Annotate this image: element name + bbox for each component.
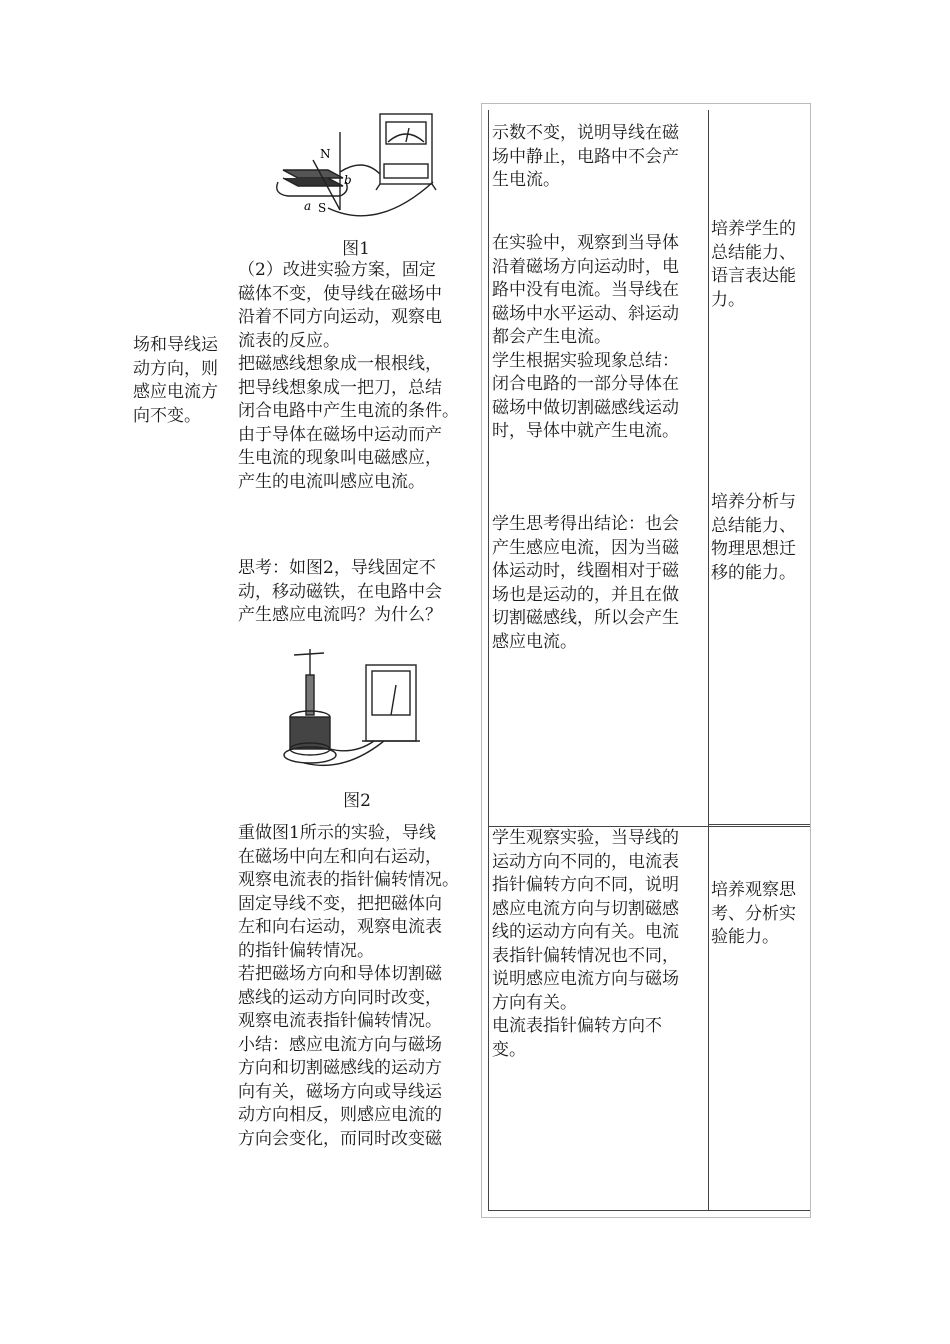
- text-line: 验能力。: [711, 927, 779, 947]
- text-line: 把导线想象成一把刀，总结: [238, 377, 442, 398]
- text-line: 体运动时，线圈相对于磁: [492, 561, 679, 581]
- text-line: 感应电流。: [492, 631, 577, 652]
- text-line: 方向会变化，而同时改变磁: [238, 1128, 442, 1149]
- text-line: 向有关，磁场方向或导线运: [238, 1081, 442, 1102]
- text-line: 动方向，则: [133, 358, 218, 379]
- text-line: 重做图1所示的实验，导线: [238, 823, 436, 843]
- col2-block1: [238, 259, 483, 494]
- text-line: 培养观察思: [711, 880, 796, 900]
- text-line: 沿着不同方向运动，观察电: [238, 307, 442, 327]
- text-line: 的指针偏转情况。: [238, 940, 374, 961]
- col3-block1: [492, 122, 706, 193]
- text-line: 运动方向不同的，电流表: [492, 851, 679, 872]
- text-line: 动方向相反，则感应电流的: [238, 1105, 442, 1125]
- text-line: 动，移动磁铁，在电路中会: [238, 581, 442, 602]
- label-n: N: [320, 147, 331, 161]
- label-a: a: [304, 199, 312, 213]
- col1-text: [133, 334, 233, 428]
- text-line: 方向有关。: [492, 992, 577, 1013]
- text-line: 闭合电路的一部分导体在: [492, 374, 679, 394]
- text-line: 示数不变，说明导线在磁: [492, 123, 679, 143]
- text-line: 磁场中水平运动、斜运动: [492, 303, 679, 324]
- text-line: 指针偏转方向不同，说明: [492, 875, 679, 895]
- text-line: 学生观察实验，当导线的: [492, 828, 679, 848]
- text-line: 移的能力。: [711, 562, 796, 583]
- figure-2-illustration: [284, 645, 424, 775]
- text-line: 路中没有电流。当导线在: [492, 280, 679, 300]
- text-line: 产生的电流叫感应电流。: [238, 471, 425, 492]
- text-line: 表指针偏转情况也不同，: [492, 945, 679, 966]
- text-line: （2）改进实验方案，固定: [238, 260, 436, 280]
- col3-block3: [492, 513, 706, 654]
- figure-1-illustration: [268, 112, 448, 232]
- col3-block4: [492, 827, 706, 1062]
- col4-block2: [711, 491, 819, 585]
- label-s: S: [318, 201, 327, 215]
- col2-block2: [238, 557, 483, 628]
- text-line: 左和向右运动，观察电流表: [238, 917, 442, 937]
- column-divider: [488, 110, 489, 1210]
- col4-block3: [711, 879, 819, 950]
- text-line: 物理思想迁: [711, 539, 796, 559]
- text-line: 沿着磁场方向运动时，电: [492, 256, 679, 277]
- text-line: 生电流。: [492, 170, 560, 190]
- text-line: 培养学生的: [711, 219, 796, 239]
- text-line: 感线的运动方向同时改变，: [238, 987, 442, 1008]
- text-line: 若把磁场方向和导体切割磁: [238, 964, 442, 984]
- text-line: 总结能力、: [711, 515, 796, 536]
- text-line: 说明感应电流方向与磁场: [492, 969, 679, 989]
- text-line: 思考：如图2，导线固定不: [238, 558, 436, 578]
- text-line: 在实验中，观察到当导体: [492, 233, 679, 253]
- text-line: 方向和切割磁感线的运动方: [238, 1058, 442, 1078]
- col3-block2: [492, 232, 706, 444]
- text-line: 磁场中做切割磁感线运动: [492, 397, 679, 418]
- text-line: 切割磁感线，所以会产生: [492, 608, 679, 628]
- text-line: 线的运动方向有关。电流: [492, 922, 679, 942]
- text-line: 场也是运动的，并且在做: [492, 584, 679, 605]
- text-line: 语言表达能: [711, 266, 796, 286]
- text-line: 生电流的现象叫电磁感应，: [238, 448, 442, 468]
- figure-2-caption: 图2: [343, 791, 371, 811]
- text-line: 把磁感线想象成一根根线，: [238, 354, 442, 374]
- text-line: 学生思考得出结论：也会: [492, 514, 679, 534]
- text-line: 变。: [492, 1039, 526, 1060]
- table-bottom-line: [488, 1210, 810, 1211]
- text-line: 固定导线不变，把把磁体向: [238, 893, 442, 914]
- text-line: 闭合电路中产生电流的条件。: [238, 401, 459, 421]
- text-line: 流表的反应。: [238, 330, 340, 351]
- label-b: b: [344, 173, 352, 187]
- figure-1-caption: 图1: [342, 239, 370, 259]
- text-line: 学生根据实验现象总结：: [492, 350, 679, 371]
- text-line: 考、分析实: [711, 903, 796, 924]
- text-line: 感应电流方: [133, 382, 218, 402]
- text-line: 观察电流表的指针偏转情况。: [238, 870, 459, 890]
- col4-block1: [711, 218, 819, 312]
- column-divider: [708, 110, 709, 1210]
- text-line: 培养分析与: [711, 492, 796, 512]
- text-line: 总结能力、: [711, 242, 796, 263]
- text-line: 产生感应电流，因为当磁: [492, 537, 679, 558]
- text-line: 在磁场中向左和向右运动，: [238, 846, 442, 867]
- text-line: 产生感应电流吗？为什么？: [238, 605, 442, 625]
- text-line: 场和导线运: [133, 335, 218, 355]
- text-line: 电流表指针偏转方向不: [492, 1016, 662, 1036]
- text-line: 由于导体在磁场中运动而产: [238, 424, 442, 445]
- text-line: 磁体不变，使导线在磁场中: [238, 283, 442, 304]
- text-line: 时，导体中就产生电流。: [492, 421, 679, 441]
- text-line: 力。: [711, 289, 745, 310]
- text-line: 小结：感应电流方向与磁场: [238, 1034, 442, 1055]
- row-divider: [708, 824, 810, 825]
- text-line: 观察电流表指针偏转情况。: [238, 1011, 442, 1031]
- text-line: 都会产生电流。: [492, 327, 611, 347]
- text-line: 场中静止，电路中不会产: [492, 146, 679, 167]
- col2-block3: [238, 822, 483, 1151]
- text-line: 向不变。: [133, 405, 201, 426]
- text-line: 感应电流方向与切割磁感: [492, 898, 679, 919]
